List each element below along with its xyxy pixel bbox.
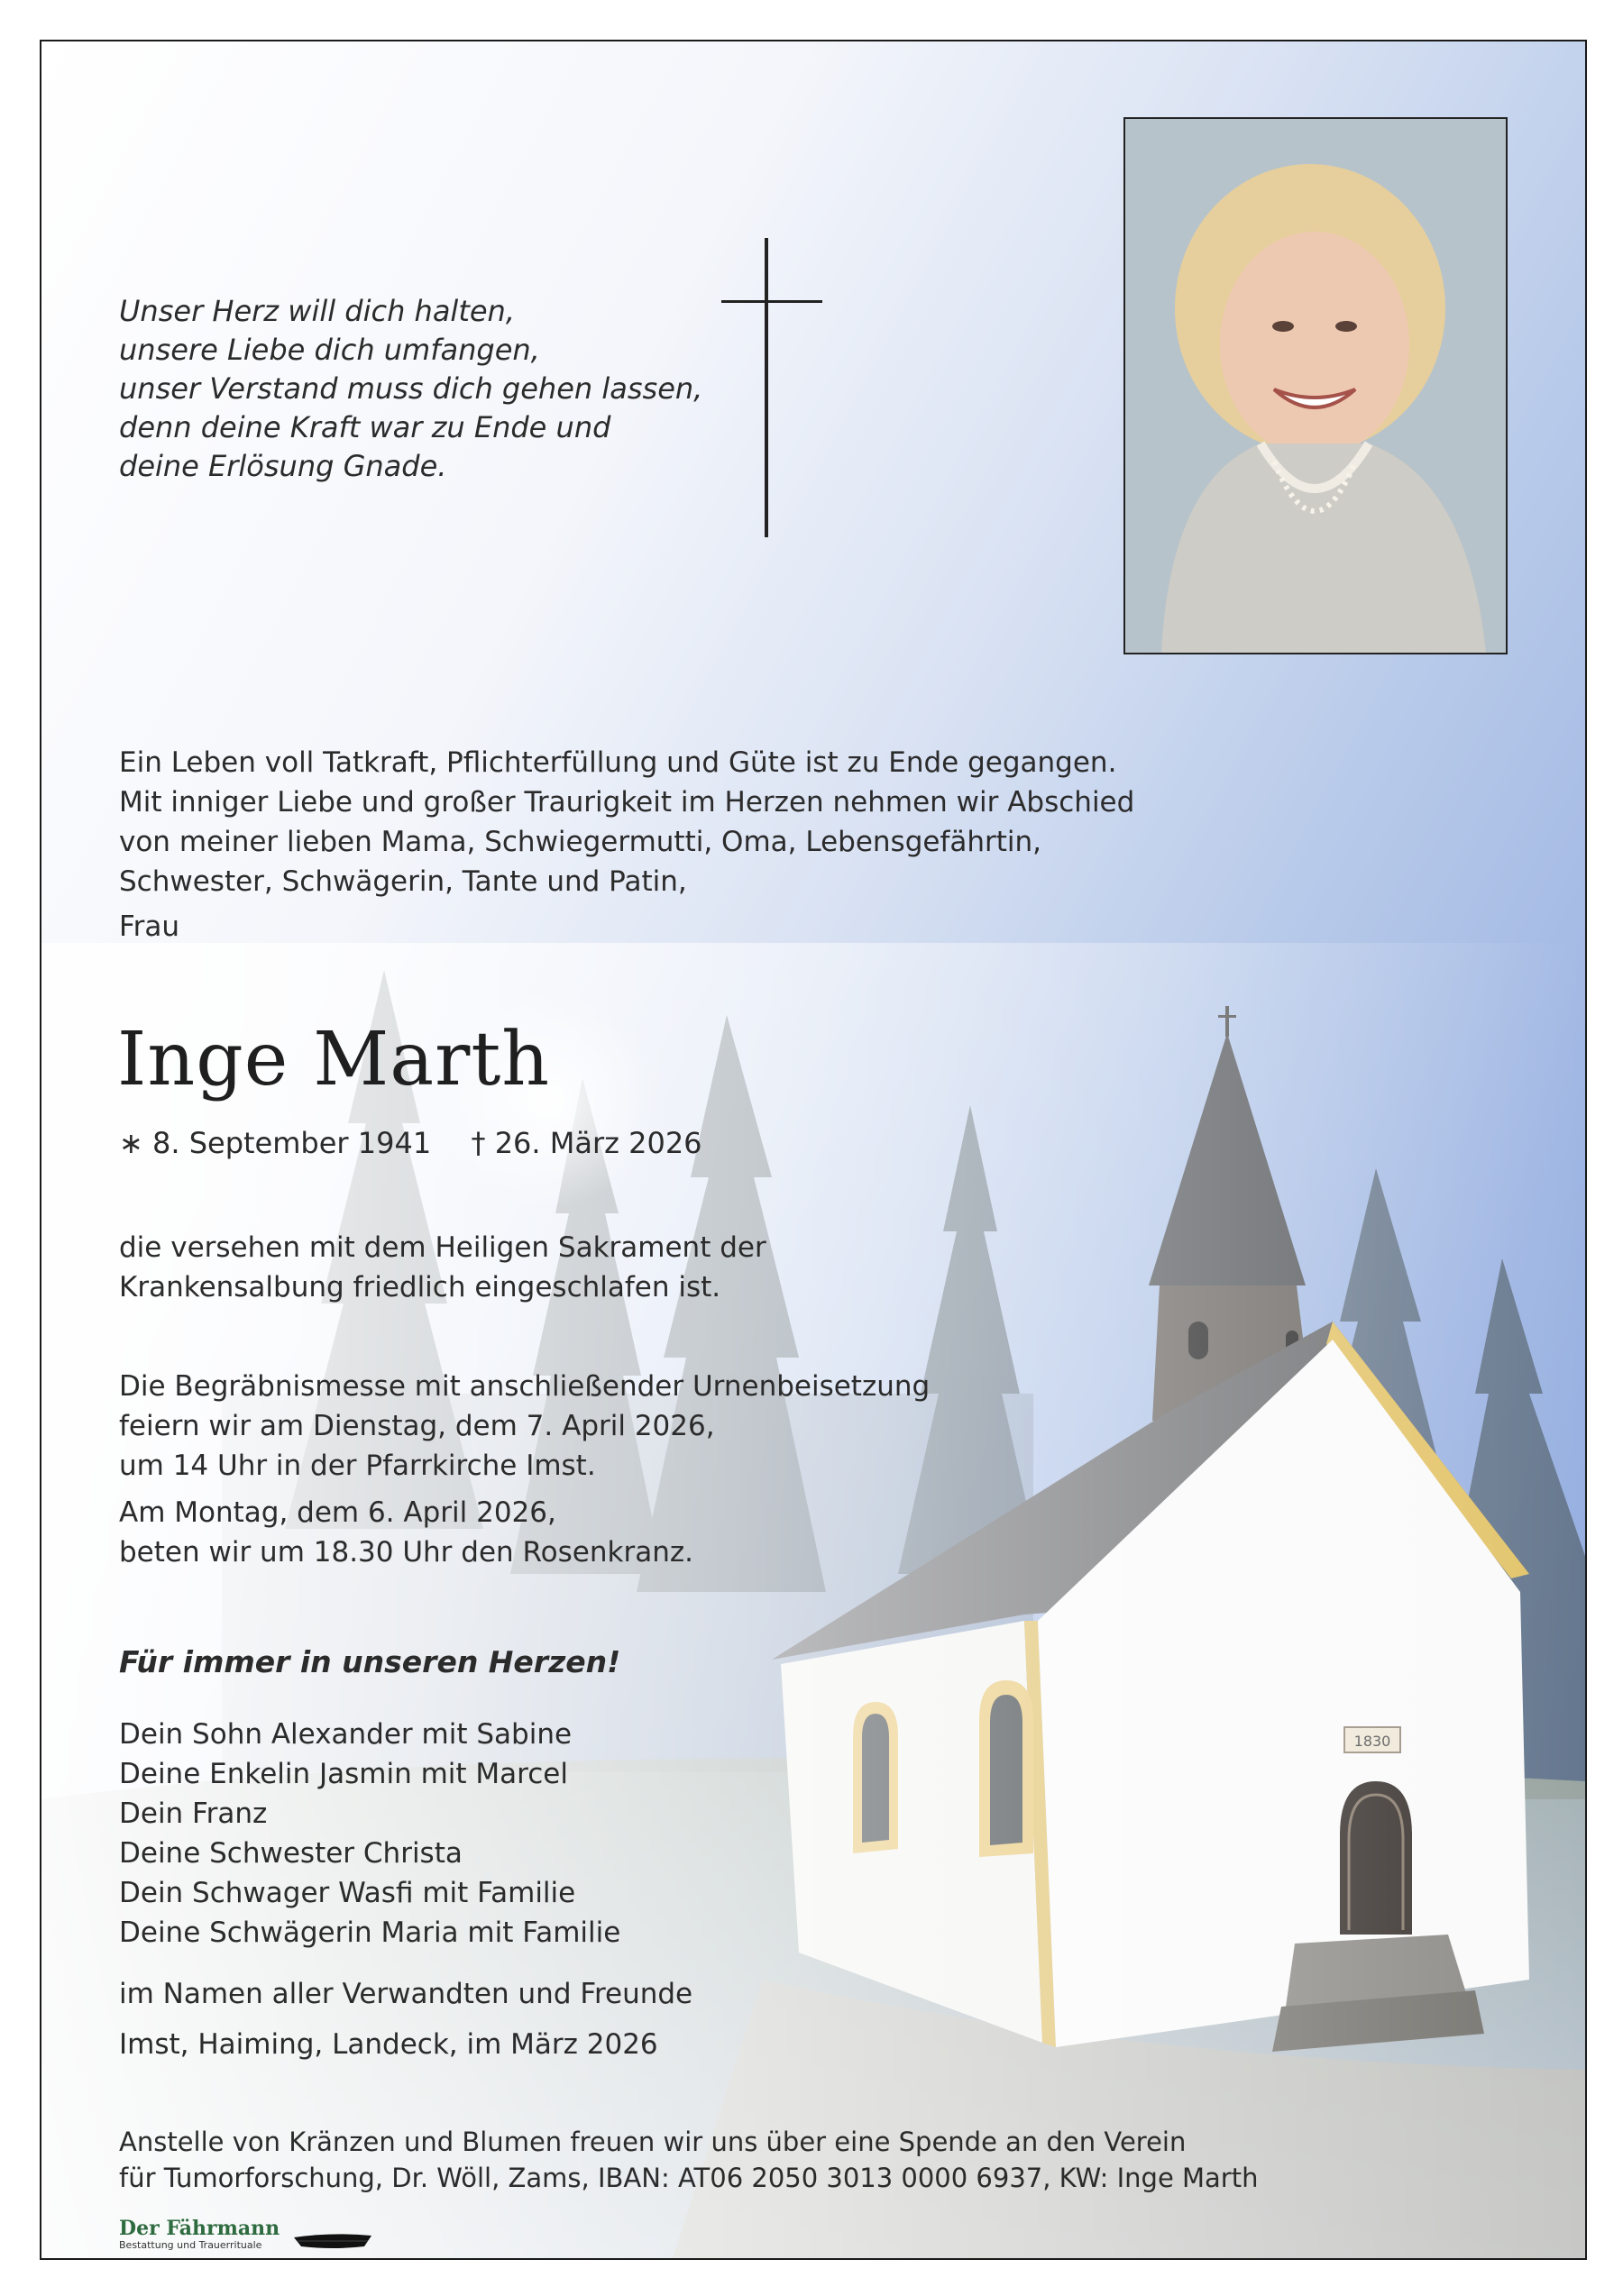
family-member: Dein Franz <box>119 1797 268 1830</box>
poem-line: deine Erlösung Gnade. <box>119 449 447 483</box>
intro-line: von meiner lieben Mama, Schwiegermutti, Oma, Lebensgefährtin, <box>119 826 1042 858</box>
poem-line: unsere Liebe dich umfangen, <box>119 333 540 367</box>
intro-line: Ein Leben voll Tatkraft, Pflichterfüllung und Güte ist zu Ende gegangen. <box>119 746 1117 779</box>
portrait-photo <box>1123 117 1508 654</box>
obituary-card <box>40 40 1587 2260</box>
logo-name: Der Fährmann <box>119 2217 280 2240</box>
death-date: † 26. März 2026 <box>471 1126 702 1160</box>
passing-line: die versehen mit dem Heiligen Sakrament der <box>119 1231 766 1264</box>
intro-line: Mit inniger Liebe und großer Traurigkeit im Herzen nehmen wir Abschied <box>119 786 1135 819</box>
deceased-name: Inge Marth <box>117 1017 551 1102</box>
family-member: Deine Enkelin Jasmin mit Marcel <box>119 1758 568 1790</box>
life-dates <box>119 1123 702 1163</box>
family-member: Dein Sohn Alexander mit Sabine <box>119 1718 573 1751</box>
funeral-line: Die Begräbnismesse mit anschließender Urnenbeisetzung <box>119 1370 931 1403</box>
family-member: Dein Schwager Wasfi mit Familie <box>119 1877 576 1909</box>
relatives-line: im Namen aller Verwandten und Freunde <box>119 1978 693 2010</box>
cross-icon-bar <box>721 300 822 303</box>
rosary-line: beten wir um 18.30 Uhr den Rosenkranz. <box>119 1536 693 1569</box>
birth-date: ∗ 8. September 1941 <box>119 1126 432 1160</box>
portrait-illustration <box>1125 119 1506 653</box>
donation-line: Anstelle von Kränzen und Blumen freuen wir uns über eine Spende an den Verein <box>119 2127 1187 2157</box>
closing-phrase: Für immer in unseren Herzen! <box>119 1644 621 1679</box>
donation-note <box>119 2124 1258 2196</box>
logo-subtitle: Bestattung und Trauerrituale <box>119 2239 262 2251</box>
poem-line: unser Verstand muss dich gehen lassen, <box>119 371 703 406</box>
funeral-line: feiern wir am Dienstag, dem 7. April 2026, <box>119 1410 715 1442</box>
family-member: Deine Schwägerin Maria mit Familie <box>119 1916 621 1949</box>
poem-line: denn deine Kraft war zu Ende und <box>119 410 611 444</box>
funeral-text <box>119 1367 930 1486</box>
passing-line: Krankensalbung friedlich eingeschlafen ist. <box>119 1271 721 1304</box>
funeral-line: um 14 Uhr in der Pfarrkirche Imst. <box>119 1450 596 1482</box>
intro-text <box>119 743 1134 901</box>
rosary-line: Am Montag, dem 6. April 2026, <box>119 1496 556 1529</box>
place-date: Imst, Haiming, Landeck, im März 2026 <box>119 2028 658 2061</box>
boat-icon <box>292 2225 373 2252</box>
cross-icon <box>765 238 768 537</box>
donation-line: für Tumorforschung, Dr. Wöll, Zams, IBAN: AT06 2050 3013 0000 6937, KW: Inge Marth <box>119 2163 1259 2193</box>
passing-text <box>119 1228 766 1307</box>
poem-line: Unser Herz will dich halten, <box>119 294 515 328</box>
intro-line: Schwester, Schwägerin, Tante und Patin, <box>119 865 687 898</box>
family-member: Deine Schwester Christa <box>119 1837 463 1870</box>
family-list <box>119 1715 620 1953</box>
poem-verse <box>119 292 702 486</box>
salutation: Frau <box>119 910 179 943</box>
funeral-home-logo <box>119 2218 373 2252</box>
rosary-text <box>119 1493 693 1572</box>
